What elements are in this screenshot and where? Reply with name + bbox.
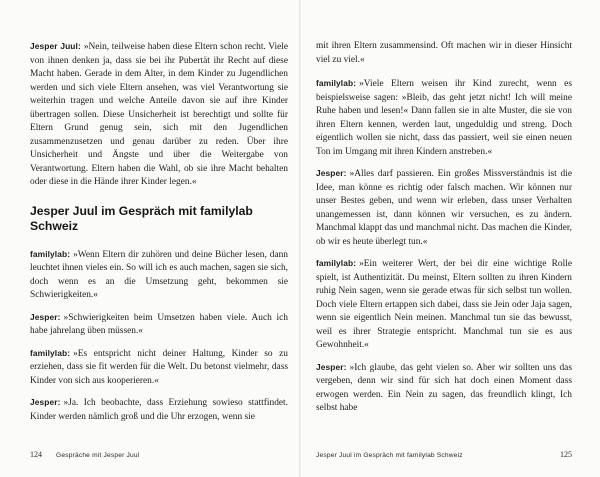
dialogue-text: »Ein weiterer Wert, der bei dir eine wichtige Rolle spielt, ist Authentizität. Du meinst, Eltern sollten zu ihren Kindern ruhig Nein sagen, wenn sie gerade etwas für sich selbst tun wollen. Doch viele Eltern ertappen sich dabei, dass sie Jein oder Jaja sagen, wenn sie eigentlich Nein meinen. Manchmal tun sie das bewusst, weil es ihrer Strategie entspricht. Manchmal tun sie es aus Gewohnheit.«: [316, 259, 572, 350]
speaker-label: familylab:: [30, 248, 71, 259]
speaker-label: familylab:: [316, 258, 357, 268]
dialogue-paragraph: [316, 361, 572, 416]
dialogue-text: »Ich glaube, das geht vielen so. Aber wir sollten uns das vergeben, denn wir sind für sich hat doch einen Moment dass erwogen werden. Ein Nein zu sagen, das freundlich klingt, Ich selbst habe: [316, 362, 572, 413]
page-number: 124: [30, 450, 42, 459]
dialogue-paragraph: [316, 77, 572, 159]
dialogue-paragraph: [316, 257, 572, 353]
speaker-label: Jesper Juul:: [30, 41, 81, 51]
continuation-paragraph: mit ihren Eltern zusammensind. Oft machen wir in dieser Hinsicht viel zu viel.«: [316, 41, 572, 65]
dialogue-text: »Ja. Ich beobachte, dass Erziehung sowieso stattfindet. Kinder werden nämlich groß und die Uhr erzogen, wenn sie: [30, 398, 288, 422]
dialogue-text: »Nein, teilweise haben diese Eltern schon recht. Viele von ihnen denken ja, dass sie bei ihr Pubertät ihr Recht auf diese Macht haben. Gerade in dem Alter, in dem Kinder zu Jugendlichen werden und sich viele Eltern ansehen, was viel Verantwortung sie weiterhin tragen und welche Anteile davon sie auf ihre Kinder übertragen sollen. Diese Unsicherheit ist berechtigt und sollte für Eltern Grund genug sein, sich mit den Jugendlichen zusammenzusetzen und genau darüber zu reden. Über ihre Unsicherheit und Ängste und über die Weitergabe von Verantwortung. Eltern haben die Wahl, ob sie ihre Macht behalten oder diese in die Hände ihrer Kinder legen.«: [30, 42, 288, 187]
section-heading: Jesper Juul im Gespräch mit familylab Schweiz: [30, 203, 253, 233]
running-head: Gespräche mit Jesper Juul: [56, 452, 140, 459]
dialogue-paragraph: [30, 248, 288, 303]
speaker-label: Jesper:: [316, 361, 347, 372]
running-head: Jesper Juul im Gespräch mit familylab Schweiz: [316, 452, 463, 459]
speaker-label: familylab:: [30, 347, 71, 358]
speaker-label: Jesper:: [30, 397, 61, 407]
speaker-label: Jesper:: [316, 168, 347, 178]
left-folio: [30, 450, 288, 459]
dialogue-paragraph: [30, 396, 288, 424]
right-folio: [316, 450, 572, 459]
right-page-text: [316, 40, 572, 416]
dialogue-text: »Schwierigkeiten beim Umsetzen haben viele. Auch ich habe jahrelang üben müssen.«: [30, 312, 288, 336]
dialogue-text: »Wenn Eltern dir zuhören und deine Bücher lesen, dann leuchtet ihnen vieles ein. So will ich es auch machen, sagen sie sich, doch wenn es an die Umsetzung geht, bekommen sie Schwierigkeiten.«: [30, 249, 288, 300]
page-number: 125: [560, 450, 572, 459]
dialogue-text: »Viele Eltern weisen ihr Kind zurecht, wenn es beispielsweise sagen: »Bleib, das geht jetzt nicht! Ich will meine Ruhe haben und lesen!« Dann fallen sie in alte Muster, die sie von ihren Eltern kennen, werden laut, ungeduldig und streng. Doch eigentlich wollen sie nicht, dass das passiert, weil sie einen neuen Ton im Umgang mit ihren Kindern anstreben.«: [316, 79, 572, 157]
dialogue-paragraph: [30, 40, 288, 190]
dialogue-text: »Es entspricht nicht deiner Haltung, Kinder so zu erziehen, dass sie fit werden für die Welt. Du betonst vielmehr, dass Kinder von sich aus kooperieren.«: [30, 348, 288, 386]
dialogue-paragraph: [316, 167, 572, 249]
dialogue-text: »Alles darf passieren. Ein großes Missverständnis ist die Idee, man könne es richtig oder falsch machen. Wir können nur unser Bestes geben, und wenn wir erleben, dass unser Verhalten unangemessen ist, dann können wir versuchen, es zu ändern. Manchmal klappt das und manchmal nicht. Das machen die Kinder, ob wir es heute überlegt tun.«: [316, 169, 572, 247]
speaker-label: familylab:: [316, 78, 357, 88]
right-page: [300, 0, 600, 477]
left-page-text: [30, 40, 288, 424]
dialogue-paragraph: [30, 311, 288, 339]
dialogue-paragraph: [30, 347, 288, 389]
speaker-label: Jesper:: [30, 311, 61, 322]
